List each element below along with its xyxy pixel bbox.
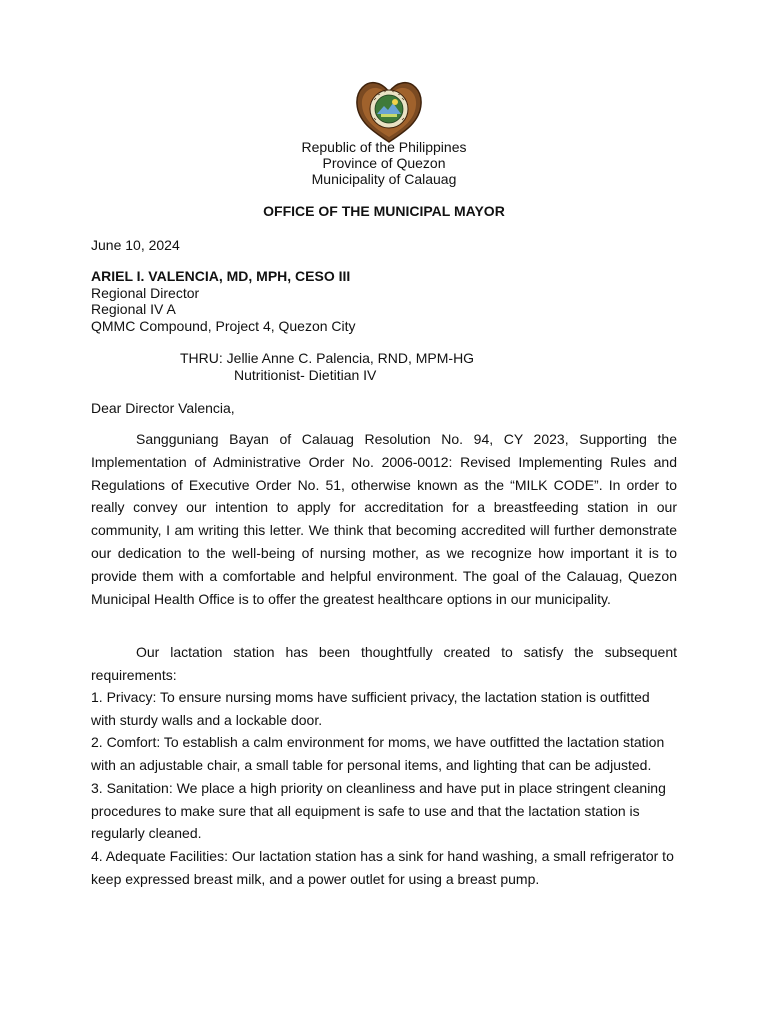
office-title: OFFICE OF THE MUNICIPAL MAYOR	[263, 203, 505, 219]
letter-date: June 10, 2024	[91, 237, 180, 253]
salutation: Dear Director Valencia,	[91, 400, 235, 416]
thru-block	[180, 350, 474, 383]
recipient-title: Regional Director	[91, 284, 200, 301]
list-item: 4. Adequate Facilities: Our lactation station has a sink for hand washing, a small refrigerator to keep expressed breast milk, and a power outlet for using a breast pump.	[91, 847, 674, 887]
thru-line: THRU: Jellie Anne C. Palencia, RND, MPM-HG	[180, 350, 475, 366]
recipient-name: ARIEL I. VALENCIA, MD, MPH, CESO III	[91, 268, 351, 284]
letterhead	[0, 139, 768, 187]
body-paragraph-2: Our lactation station has been thoughtfully created to satisfy the subsequent requirements:	[91, 644, 677, 683]
list-item: 2. Comfort: To establish a calm environment for moms, we have outfitted the lactation station with an adjustable chair, a small table for personal items, and lighting that can be adjusted.	[91, 734, 665, 774]
requirements-list	[91, 686, 677, 890]
list-item: 1. Privacy: To ensure nursing moms have sufficient privacy, the lactation station is outfitted with sturdy walls and a lockable door.	[91, 689, 650, 728]
letterhead-country: Republic of the Philippines	[301, 139, 467, 155]
thru-title: Nutritionist- Dietitian IV	[234, 366, 377, 383]
recipient-address: QMMC Compound, Project 4, Quezon City	[91, 317, 356, 334]
letterhead-province: Province of Quezon	[322, 155, 446, 171]
letterhead-municipality: Municipality of Calauag	[311, 171, 457, 187]
municipal-seal-icon	[354, 78, 424, 144]
list-item: 3. Sanitation: We place a high priority on cleanliness and have put in place stringent cleaning procedures to make sure that all equipment is safe to use and that the lactation station is regularly cleaned.	[91, 779, 666, 842]
body-paragraph-1: Sangguniang Bayan of Calauag Resolution No. 94, CY 2023, Supporting the Implementation of Administrative Order No. 2006-0012: Revised Implementing Rules and Regulations of Executive Order No. 51, otherwise known as the “MILK CODE”. In order to really convey our intention to apply for accreditation for a breastfeeding station in our community, I am writing this letter. We think that becoming accredited will further demonstrate our dedication to the well-being of nursing mother, as we recognize how important it is to provide them with a comfortable and helpful environment. The goal of the Calauag, Quezon Municipal Health Office is to offer the greatest healthcare options in our municipality.	[91, 431, 677, 607]
recipient-block	[91, 268, 691, 334]
recipient-region: Regional IV A	[91, 301, 176, 317]
